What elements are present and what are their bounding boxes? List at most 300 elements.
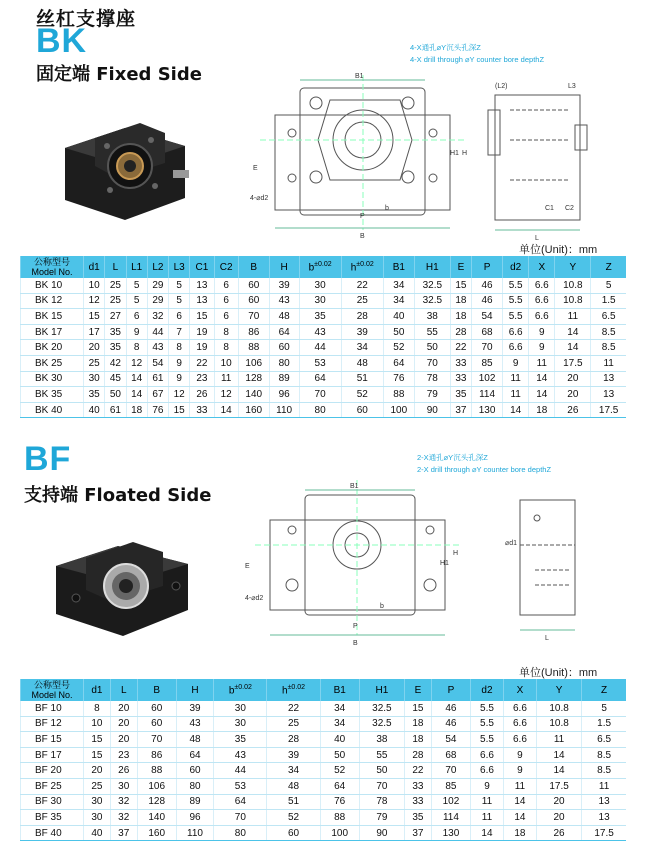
bf-col-l: L bbox=[110, 679, 137, 701]
table-cell: 6.6 bbox=[503, 340, 529, 356]
table-cell: 5 bbox=[169, 278, 190, 293]
table-cell: 128 bbox=[238, 371, 269, 387]
model-cell: BF 25 bbox=[21, 778, 84, 794]
table-cell: 10 bbox=[214, 355, 238, 371]
table-cell: 5.5 bbox=[503, 293, 529, 309]
model-cell: BK 35 bbox=[21, 387, 84, 403]
table-cell: 140 bbox=[238, 387, 269, 403]
bf-technical-drawing bbox=[235, 450, 645, 645]
table-cell: 43 bbox=[176, 716, 214, 732]
table-cell: 38 bbox=[359, 732, 404, 748]
table-cell: 52 bbox=[320, 763, 359, 779]
table-cell: 70 bbox=[299, 387, 341, 403]
page-title: 丝杠支撑座 bbox=[36, 8, 137, 30]
table-cell: 130 bbox=[472, 402, 503, 418]
table-cell: 6.6 bbox=[503, 701, 536, 716]
table-cell: 68 bbox=[431, 747, 470, 763]
bk-technical-drawing bbox=[250, 40, 645, 245]
model-cell: BK 17 bbox=[21, 324, 84, 340]
model-cell: BK 12 bbox=[21, 293, 84, 309]
table-cell: 60 bbox=[137, 716, 176, 732]
table-cell: 9 bbox=[169, 355, 190, 371]
table-cell: 10.8 bbox=[536, 716, 581, 732]
table-cell: 20 bbox=[110, 732, 137, 748]
table-row bbox=[21, 747, 627, 763]
table-cell: 70 bbox=[238, 309, 269, 325]
table-cell: 9 bbox=[470, 778, 503, 794]
table-cell: 30 bbox=[110, 778, 137, 794]
table-cell: 15 bbox=[84, 309, 105, 325]
bk-col-h-tol: $h^{\pm 0.02}$ bbox=[341, 256, 383, 278]
table-cell: 43 bbox=[299, 324, 341, 340]
bk-table-header-row bbox=[21, 256, 627, 278]
table-cell: 130 bbox=[431, 825, 470, 841]
table-cell: 13 bbox=[582, 794, 626, 810]
table-cell: 32 bbox=[147, 309, 168, 325]
svg-text:B: B bbox=[360, 233, 365, 240]
table-cell: 64 bbox=[176, 747, 214, 763]
table-cell: 8.5 bbox=[591, 324, 626, 340]
table-cell: 35 bbox=[450, 387, 471, 403]
table-cell: 160 bbox=[238, 402, 269, 418]
table-cell: 1.5 bbox=[582, 716, 626, 732]
table-cell: 11 bbox=[529, 355, 555, 371]
table-cell: 6 bbox=[214, 309, 238, 325]
model-cell: BF 40 bbox=[21, 825, 84, 841]
table-cell: 46 bbox=[472, 293, 503, 309]
table-cell: 38 bbox=[414, 309, 450, 325]
table-cell: 44 bbox=[214, 763, 267, 779]
table-cell: 60 bbox=[238, 293, 269, 309]
bk-col-c2: C2 bbox=[214, 256, 238, 278]
model-cell: BF 17 bbox=[21, 747, 84, 763]
table-cell: 46 bbox=[431, 701, 470, 716]
bk-product-photo bbox=[55, 108, 195, 228]
table-cell: 9 bbox=[503, 763, 536, 779]
table-cell: 78 bbox=[359, 794, 404, 810]
bf-col-p: P bbox=[431, 679, 470, 701]
table-cell: 100 bbox=[320, 825, 359, 841]
model-cell: BF 15 bbox=[21, 732, 84, 748]
bk-col-x: X bbox=[529, 256, 555, 278]
bk-col-b: B bbox=[238, 256, 269, 278]
table-cell: 20 bbox=[536, 810, 581, 826]
model-cell: BF 10 bbox=[21, 701, 84, 716]
model-cell: BF 20 bbox=[21, 763, 84, 779]
bf-col-h: H bbox=[176, 679, 214, 701]
table-cell: 29 bbox=[147, 278, 168, 293]
table-cell: 60 bbox=[137, 701, 176, 716]
table-cell: 15 bbox=[84, 732, 111, 748]
table-cell: 5 bbox=[591, 278, 626, 293]
table-cell: 6.6 bbox=[529, 278, 555, 293]
table-cell: 13 bbox=[591, 387, 626, 403]
table-cell: 50 bbox=[383, 324, 414, 340]
table-cell: 20 bbox=[555, 387, 591, 403]
svg-text:B: B bbox=[353, 640, 358, 645]
model-cell: BK 20 bbox=[21, 340, 84, 356]
table-cell: 18 bbox=[450, 309, 471, 325]
svg-text:B1: B1 bbox=[355, 73, 364, 80]
table-cell: 100 bbox=[383, 402, 414, 418]
bk-col-d2: d2 bbox=[503, 256, 529, 278]
table-row bbox=[21, 324, 627, 340]
table-cell: 89 bbox=[176, 794, 214, 810]
table-cell: 114 bbox=[431, 810, 470, 826]
table-cell: 9 bbox=[529, 324, 555, 340]
table-cell: 15 bbox=[169, 402, 190, 418]
svg-text:L3: L3 bbox=[568, 83, 576, 90]
table-cell: 8 bbox=[214, 324, 238, 340]
bf-table-header-row bbox=[21, 679, 627, 701]
table-cell: 33 bbox=[190, 402, 214, 418]
table-cell: 26 bbox=[190, 387, 214, 403]
bk-col-l1: L1 bbox=[126, 256, 147, 278]
table-cell: 11 bbox=[591, 355, 626, 371]
table-cell: 60 bbox=[267, 825, 320, 841]
table-cell: 30 bbox=[299, 278, 341, 293]
table-cell: 11 bbox=[470, 794, 503, 810]
table-row bbox=[21, 387, 627, 403]
table-cell: 17.5 bbox=[591, 402, 626, 418]
table-cell: 90 bbox=[359, 825, 404, 841]
model-cell: BK 30 bbox=[21, 371, 84, 387]
table-cell: 102 bbox=[472, 371, 503, 387]
table-cell: 25 bbox=[84, 778, 111, 794]
table-cell: 30 bbox=[84, 371, 105, 387]
table-cell: 110 bbox=[269, 402, 299, 418]
table-cell: 128 bbox=[137, 794, 176, 810]
bf-col-e: E bbox=[405, 679, 432, 701]
table-row bbox=[21, 355, 627, 371]
table-cell: 44 bbox=[147, 324, 168, 340]
table-cell: 15 bbox=[405, 701, 432, 716]
bk-col-z: Z bbox=[591, 256, 626, 278]
bf-col-h1: H1 bbox=[359, 679, 404, 701]
table-cell: 6.6 bbox=[529, 293, 555, 309]
table-cell: 76 bbox=[147, 402, 168, 418]
table-cell: 34 bbox=[320, 701, 359, 716]
table-cell: 6.6 bbox=[503, 716, 536, 732]
table-cell: 48 bbox=[267, 778, 320, 794]
table-cell: 23 bbox=[110, 747, 137, 763]
table-cell: 50 bbox=[359, 763, 404, 779]
svg-text:b: b bbox=[385, 205, 389, 212]
table-cell: 79 bbox=[414, 387, 450, 403]
table-cell: 67 bbox=[147, 387, 168, 403]
table-cell: 52 bbox=[341, 387, 383, 403]
table-cell: 88 bbox=[320, 810, 359, 826]
table-cell: 88 bbox=[137, 763, 176, 779]
table-cell: 26 bbox=[536, 825, 581, 841]
table-cell: 46 bbox=[472, 278, 503, 293]
table-cell: 20 bbox=[555, 371, 591, 387]
table-cell: 11 bbox=[536, 732, 581, 748]
table-cell: 64 bbox=[269, 324, 299, 340]
bf-col-h-tol: $h^{\pm 0.02}$ bbox=[267, 679, 320, 701]
table-cell: 54 bbox=[472, 309, 503, 325]
table-cell: 10.8 bbox=[536, 701, 581, 716]
table-cell: 8 bbox=[84, 701, 111, 716]
bk-col-l: L bbox=[105, 256, 126, 278]
table-cell: 6.6 bbox=[470, 747, 503, 763]
table-cell: 14 bbox=[503, 810, 536, 826]
table-cell: 14 bbox=[555, 324, 591, 340]
table-cell: 106 bbox=[238, 355, 269, 371]
table-row bbox=[21, 763, 627, 779]
svg-text:(L2): (L2) bbox=[495, 83, 508, 90]
table-cell: 14 bbox=[503, 794, 536, 810]
table-cell: 8 bbox=[126, 340, 147, 356]
table-cell: 11 bbox=[503, 778, 536, 794]
table-cell: 5.5 bbox=[470, 732, 503, 748]
table-cell: 13 bbox=[190, 278, 214, 293]
table-cell: 30 bbox=[214, 716, 267, 732]
table-cell: 53 bbox=[299, 355, 341, 371]
bk-col-p: P bbox=[472, 256, 503, 278]
table-cell: 12 bbox=[214, 387, 238, 403]
table-cell: 54 bbox=[147, 355, 168, 371]
table-cell: 96 bbox=[269, 387, 299, 403]
bk-spec-table bbox=[20, 256, 626, 418]
table-cell: 10 bbox=[84, 278, 105, 293]
table-cell: 15 bbox=[190, 309, 214, 325]
table-cell: 17 bbox=[84, 324, 105, 340]
table-cell: 10.8 bbox=[555, 278, 591, 293]
table-cell: 102 bbox=[431, 794, 470, 810]
table-cell: 6.6 bbox=[503, 324, 529, 340]
table-cell: 70 bbox=[414, 355, 450, 371]
table-cell: 26 bbox=[555, 402, 591, 418]
table-cell: 70 bbox=[214, 810, 267, 826]
table-cell: 60 bbox=[341, 402, 383, 418]
table-cell: 11 bbox=[503, 387, 529, 403]
table-cell: 39 bbox=[176, 701, 214, 716]
table-cell: 1.5 bbox=[591, 293, 626, 309]
bk-col-h: H bbox=[269, 256, 299, 278]
table-cell: 14 bbox=[214, 402, 238, 418]
table-cell: 43 bbox=[214, 747, 267, 763]
table-cell: 13 bbox=[591, 371, 626, 387]
table-cell: 11 bbox=[582, 778, 626, 794]
table-cell: 30 bbox=[299, 293, 341, 309]
table-cell: 61 bbox=[105, 402, 126, 418]
bf-col-b1: B1 bbox=[320, 679, 359, 701]
table-cell: 40 bbox=[84, 402, 105, 418]
table-cell: 28 bbox=[267, 732, 320, 748]
table-cell: 10 bbox=[84, 716, 111, 732]
table-cell: 13 bbox=[582, 810, 626, 826]
table-cell: 28 bbox=[405, 747, 432, 763]
table-cell: 90 bbox=[414, 402, 450, 418]
table-cell: 50 bbox=[320, 747, 359, 763]
table-cell: 39 bbox=[269, 278, 299, 293]
table-cell: 37 bbox=[110, 825, 137, 841]
table-row bbox=[21, 825, 627, 841]
table-cell: 35 bbox=[214, 732, 267, 748]
table-cell: 37 bbox=[450, 402, 471, 418]
table-cell: 88 bbox=[383, 387, 414, 403]
table-cell: 106 bbox=[137, 778, 176, 794]
table-cell: 11 bbox=[555, 309, 591, 325]
table-cell: 40 bbox=[84, 825, 111, 841]
table-cell: 34 bbox=[341, 340, 383, 356]
table-cell: 9 bbox=[126, 324, 147, 340]
model-cell: BK 10 bbox=[21, 278, 84, 293]
table-cell: 14 bbox=[555, 340, 591, 356]
table-cell: 32.5 bbox=[359, 701, 404, 716]
table-cell: 78 bbox=[414, 371, 450, 387]
table-cell: 39 bbox=[267, 747, 320, 763]
bk-series-code: BK bbox=[36, 22, 88, 60]
table-cell: 34 bbox=[383, 293, 414, 309]
table-row bbox=[21, 701, 627, 716]
table-cell: 25 bbox=[105, 278, 126, 293]
table-cell: 20 bbox=[110, 701, 137, 716]
table-row bbox=[21, 278, 627, 293]
bk-col-model: 公称型号 Model No. bbox=[21, 256, 84, 278]
table-cell: 68 bbox=[472, 324, 503, 340]
table-cell: 46 bbox=[431, 716, 470, 732]
table-cell: 14 bbox=[503, 402, 529, 418]
table-cell: 60 bbox=[238, 278, 269, 293]
table-cell: 7 bbox=[169, 324, 190, 340]
table-cell: 30 bbox=[84, 810, 111, 826]
table-cell: 9 bbox=[503, 747, 536, 763]
table-row bbox=[21, 794, 627, 810]
table-cell: 6 bbox=[126, 309, 147, 325]
table-cell: 33 bbox=[405, 778, 432, 794]
table-row bbox=[21, 402, 627, 418]
bk-col-l3: L3 bbox=[169, 256, 190, 278]
table-cell: 34 bbox=[383, 278, 414, 293]
table-cell: 40 bbox=[320, 732, 359, 748]
table-row bbox=[21, 293, 627, 309]
table-cell: 11 bbox=[470, 810, 503, 826]
bk-col-b1: B1 bbox=[383, 256, 414, 278]
table-cell: 14 bbox=[529, 387, 555, 403]
model-cell: BK 40 bbox=[21, 402, 84, 418]
table-cell: 43 bbox=[269, 293, 299, 309]
table-cell: 6.5 bbox=[591, 309, 626, 325]
table-cell: 35 bbox=[405, 810, 432, 826]
table-cell: 14 bbox=[470, 825, 503, 841]
table-cell: 85 bbox=[472, 355, 503, 371]
table-cell: 26 bbox=[110, 763, 137, 779]
table-cell: 32.5 bbox=[414, 278, 450, 293]
table-cell: 14 bbox=[536, 763, 581, 779]
table-cell: 44 bbox=[299, 340, 341, 356]
model-cell: BF 12 bbox=[21, 716, 84, 732]
table-cell: 10.8 bbox=[555, 293, 591, 309]
table-cell: 53 bbox=[214, 778, 267, 794]
table-cell: 6.6 bbox=[529, 309, 555, 325]
table-cell: 61 bbox=[147, 371, 168, 387]
table-cell: 32 bbox=[110, 794, 137, 810]
table-cell: 8 bbox=[214, 340, 238, 356]
svg-text:E: E bbox=[245, 563, 250, 570]
bf-col-d2: d2 bbox=[470, 679, 503, 701]
table-cell: 50 bbox=[414, 340, 450, 356]
table-cell: 20 bbox=[110, 716, 137, 732]
table-row bbox=[21, 340, 627, 356]
table-cell: 89 bbox=[269, 371, 299, 387]
table-cell: 12 bbox=[126, 355, 147, 371]
table-cell: 64 bbox=[299, 371, 341, 387]
table-cell: 9 bbox=[169, 371, 190, 387]
table-cell: 6 bbox=[214, 293, 238, 309]
table-cell: 64 bbox=[383, 355, 414, 371]
table-cell: 33 bbox=[450, 355, 471, 371]
table-cell: 9 bbox=[503, 355, 529, 371]
table-cell: 140 bbox=[137, 810, 176, 826]
bf-col-b-tol: $b^{\pm 0.02}$ bbox=[214, 679, 267, 701]
table-cell: 22 bbox=[190, 355, 214, 371]
table-cell: 18 bbox=[503, 825, 536, 841]
table-cell: 60 bbox=[176, 763, 214, 779]
svg-text:H1: H1 bbox=[450, 150, 459, 157]
table-cell: 45 bbox=[105, 371, 126, 387]
table-cell: 8.5 bbox=[591, 340, 626, 356]
table-cell: 32 bbox=[110, 810, 137, 826]
table-cell: 160 bbox=[137, 825, 176, 841]
bf-col-d1: d1 bbox=[84, 679, 111, 701]
table-cell: 64 bbox=[214, 794, 267, 810]
table-cell: 79 bbox=[359, 810, 404, 826]
bf-unit-label: 单位(Unit)：mm bbox=[519, 667, 598, 679]
svg-text:⌀d1: ⌀d1 bbox=[505, 540, 518, 547]
table-cell: 48 bbox=[341, 355, 383, 371]
table-cell: 18 bbox=[450, 293, 471, 309]
table-cell: 11 bbox=[214, 371, 238, 387]
bf-callout-en: 2-X drill through ⌀Y counter bore depthZ bbox=[417, 465, 552, 474]
table-cell: 51 bbox=[341, 371, 383, 387]
bk-col-h1: H1 bbox=[414, 256, 450, 278]
table-cell: 54 bbox=[431, 732, 470, 748]
table-cell: 43 bbox=[147, 340, 168, 356]
table-cell: 20 bbox=[84, 340, 105, 356]
bf-col-x: X bbox=[503, 679, 536, 701]
svg-text:L: L bbox=[535, 235, 539, 242]
bf-col-b: B bbox=[137, 679, 176, 701]
svg-text:P: P bbox=[353, 623, 358, 630]
table-cell: 40 bbox=[383, 309, 414, 325]
table-cell: 23 bbox=[190, 371, 214, 387]
table-cell: 30 bbox=[84, 794, 111, 810]
table-cell: 30 bbox=[214, 701, 267, 716]
bf-series-code: BF bbox=[24, 440, 72, 478]
table-cell: 6.6 bbox=[470, 763, 503, 779]
bk-col-l2: L2 bbox=[147, 256, 168, 278]
table-cell: 18 bbox=[126, 402, 147, 418]
bf-callout-cn: 2-X通孔⌀Y沉头孔深Z bbox=[417, 453, 488, 462]
table-cell: 80 bbox=[176, 778, 214, 794]
bf-product-photo bbox=[48, 528, 193, 643]
table-cell: 8 bbox=[169, 340, 190, 356]
model-cell: BK 25 bbox=[21, 355, 84, 371]
table-cell: 110 bbox=[176, 825, 214, 841]
table-cell: 86 bbox=[137, 747, 176, 763]
table-cell: 27 bbox=[105, 309, 126, 325]
table-cell: 64 bbox=[320, 778, 359, 794]
table-cell: 6 bbox=[214, 278, 238, 293]
table-cell: 114 bbox=[472, 387, 503, 403]
table-cell: 39 bbox=[341, 324, 383, 340]
table-row bbox=[21, 778, 627, 794]
table-cell: 28 bbox=[450, 324, 471, 340]
table-cell: 19 bbox=[190, 324, 214, 340]
table-cell: 48 bbox=[176, 732, 214, 748]
